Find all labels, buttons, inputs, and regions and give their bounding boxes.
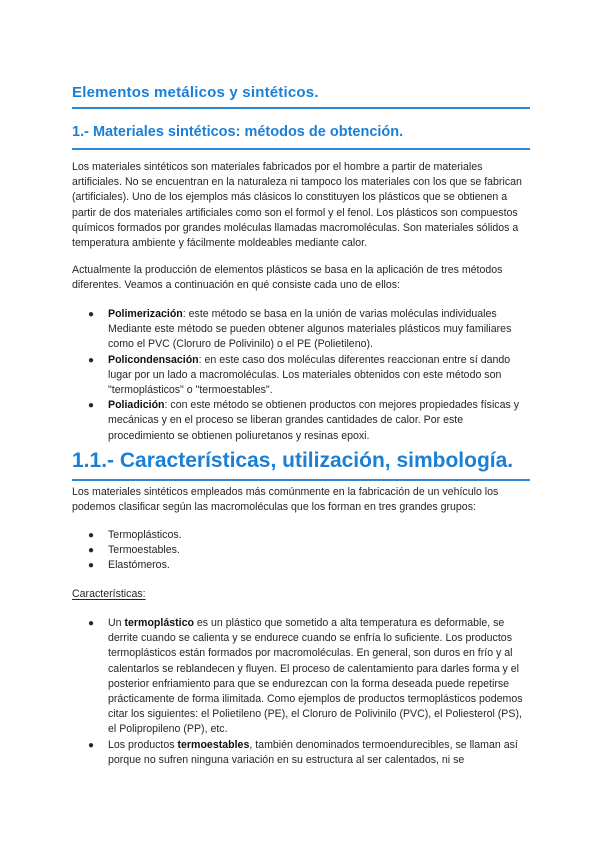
item-term: termoplástico bbox=[124, 617, 194, 629]
section1-paragraph-1: Los materiales sintéticos son materiales fabricados por el hombre a partir de materiales artificiales. No se encuentran en la naturaleza ni tampoco los materiales con los que se fabrican (artificiales). Uno de los ejemplos más clásicos lo constituyen los plásticos que se obtienen a partir de dos materiales artificiales como son el formol y el fenol. Los plásticos son compuestos químicos formados por grandes moléculas llamadas macromoléculas. Son materiales sólidos a temperatura ambiente y fácilmente moldeables mediante calor. bbox=[72, 161, 522, 250]
item-prefix: Los productos bbox=[108, 738, 178, 751]
groups-list bbox=[72, 528, 530, 574]
bullet-icon: ● bbox=[88, 618, 95, 629]
method-term: Polimerización bbox=[108, 308, 183, 320]
list-item bbox=[72, 398, 530, 444]
list-item bbox=[72, 528, 530, 543]
item-term: termoestables bbox=[177, 738, 250, 751]
section2-paragraph-1: Los materiales sintéticos empleados más comúnmente en la fabricación de un vehículo los podemos clasificar según las macromoléculas que los forman en tres grandes grupos: bbox=[72, 486, 499, 514]
bullet-icon: ● bbox=[88, 400, 95, 412]
item-text: , también denominados termoendurecibles, se llaman así porque no sufren ninguna variación en su estructura al ser calentados, ni se bbox=[108, 738, 518, 766]
bullet-icon: ● bbox=[88, 309, 95, 320]
document-title: Elementos metálicos y sintéticos. bbox=[72, 84, 319, 101]
section1-heading: 1.- Materiales sintéticos: métodos de obtención. bbox=[72, 124, 404, 140]
item-text: es un plástico que sometido a alta temperatura es deformable, se derrite cuando se calienta y se endurece cuando se enfría lo suficiente. Los productos termoplásticos están formados por macromoléculas. En general, son duros en frío y al calentarlos se reblandecen y fluyen. El proceso de calentamiento para darles forma y el posterior enfriamiento para que se endurezcan con la forma deseada puede repetirse prácticamente de forma ilimitada. Como ejemplos de productos termoplásticos podemos citar los siguientes: el Polietileno (PE), el Cloruro de Polivinilo (PVC), el Poliesterol (PS), el Polipropileno (PP), etc. bbox=[108, 617, 523, 736]
list-item bbox=[72, 558, 530, 573]
section1-divider bbox=[72, 148, 530, 150]
bullet-icon: ● bbox=[88, 354, 95, 366]
bullet-icon: ● bbox=[88, 530, 95, 541]
characteristics-label: Características: bbox=[72, 588, 146, 600]
methods-list bbox=[72, 307, 530, 444]
group-label: Termoestables. bbox=[108, 544, 180, 557]
list-item bbox=[72, 353, 530, 399]
list-item bbox=[72, 307, 530, 353]
method-term: Poliadición bbox=[108, 399, 165, 412]
title-divider bbox=[72, 107, 530, 109]
bullet-icon: ● bbox=[88, 739, 95, 751]
method-term: Policondensación bbox=[108, 353, 199, 366]
bullet-icon: ● bbox=[88, 560, 95, 572]
item-prefix: Un bbox=[108, 617, 125, 629]
section1-paragraph-2: Actualmente la producción de elementos plásticos se basa en la aplicación de tres métodos diferentes. Veamos a continuación en qué consiste cada uno de ellos: bbox=[72, 264, 503, 292]
section2-heading: 1.1.- Características, utilización, simbología. bbox=[72, 449, 514, 472]
list-item bbox=[72, 738, 530, 768]
list-item bbox=[72, 616, 530, 738]
method-text: : en este caso dos moléculas diferentes reaccionan entre sí dando lugar por un lado a macromoléculas. Los materiales obtenidos con este método son "termoplásticos" o "termoestables". bbox=[108, 353, 511, 397]
list-item bbox=[72, 543, 530, 558]
bullet-icon: ● bbox=[88, 545, 95, 557]
characteristics-list bbox=[72, 616, 530, 768]
method-text: : con este método se obtienen productos con mejores propiedades físicas y mecánicas y en el proceso se liberan grandes cantidades de calor. Por este procedimiento se obtienen poliuretanos y resinas epoxi. bbox=[108, 399, 520, 442]
section2-divider bbox=[72, 479, 530, 481]
group-label: Termoplásticos. bbox=[108, 529, 182, 541]
method-text: : este método se basa en la unión de varias moléculas individuales Mediante este método se pueden obtener algunos materiales plásticos muy familiares como el PVC (Cloruro de Polivinilo) o el PE (Polietileno). bbox=[108, 308, 512, 351]
group-label: Elastómeros. bbox=[108, 559, 170, 572]
